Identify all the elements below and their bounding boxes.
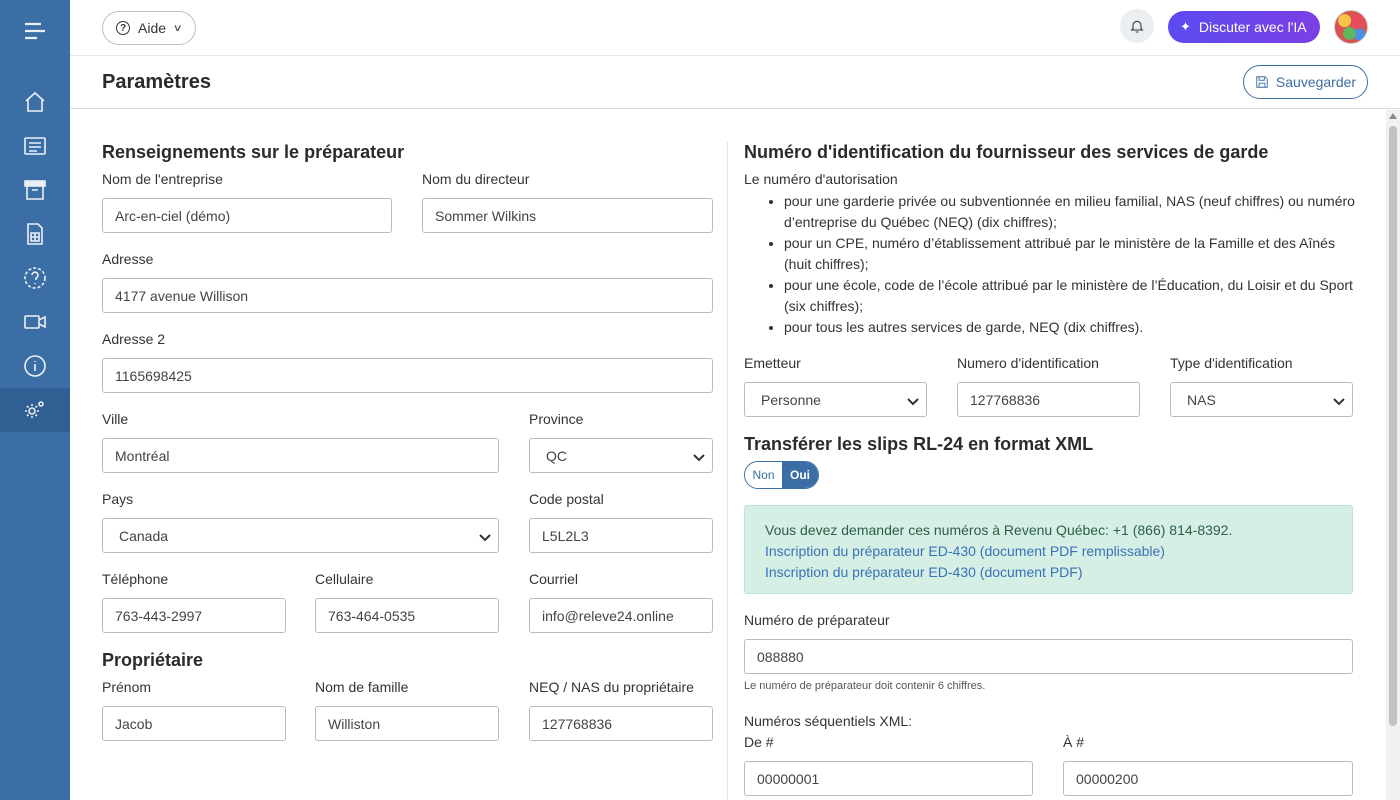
column-divider: [727, 142, 728, 800]
ai-chat-label: Discuter avec l'IA: [1198, 19, 1307, 35]
company-input[interactable]: Arc-en-ciel (démo): [102, 198, 392, 233]
chevron-down-icon: [1332, 394, 1346, 408]
firstname-input[interactable]: Jacob: [102, 706, 286, 741]
address2-input[interactable]: 1165698425: [102, 358, 713, 393]
list-item: • pour une garderie privée ou subventionnée en milieu familial, NAS (neuf chiffres) ou numéro d’entreprise du Québec (NEQ) (dix chiffres);: [784, 191, 1364, 233]
archive-icon[interactable]: [0, 168, 70, 212]
country-label: Pays: [102, 491, 134, 507]
ed430-fillable-link[interactable]: Inscription du préparateur ED-430 (document PDF remplissable): [765, 543, 1165, 559]
provider-description: [744, 171, 1364, 338]
director-input[interactable]: Sommer Wilkins: [422, 198, 713, 233]
sequential-label: Numéros séquentiels XML:: [744, 713, 913, 729]
idtype-label: Type d'identification: [1170, 355, 1293, 371]
idnum-label: Numero d'identification: [957, 355, 1099, 371]
info-icon[interactable]: [0, 344, 70, 388]
help-dropdown-button[interactable]: [102, 11, 196, 45]
idtype-select[interactable]: [1170, 382, 1353, 417]
chevron-down-icon: ∨: [172, 22, 183, 34]
help-label: Aide: [138, 20, 167, 36]
sidebar: [0, 0, 70, 800]
floppy-disk-icon: [1255, 75, 1269, 89]
chevron-down-icon: [478, 530, 492, 544]
to-label: À #: [1063, 734, 1085, 750]
menu-toggle-icon[interactable]: [0, 9, 70, 53]
page-header: [70, 57, 1400, 109]
country-select[interactable]: [102, 518, 499, 553]
preparer-heading: Renseignements sur le préparateur: [102, 142, 405, 162]
address-label: Adresse: [102, 251, 154, 267]
owner-heading: Propriétaire: [102, 650, 204, 670]
lastname-label: Nom de famille: [315, 679, 409, 695]
scrollbar-thumb[interactable]: [1389, 126, 1397, 726]
issuer-select[interactable]: [744, 382, 927, 417]
help-icon[interactable]: [0, 256, 70, 300]
vertical-scrollbar[interactable]: [1386, 110, 1400, 800]
idtype-value: NAS: [1187, 391, 1216, 408]
idnum-input[interactable]: 127768836: [957, 382, 1140, 417]
top-bar: [70, 0, 1400, 56]
postal-input[interactable]: L5L2L3: [529, 518, 713, 553]
country-value: Canada: [119, 527, 169, 544]
provider-intro: Le numéro d'autorisation: [744, 171, 898, 187]
settings-icon[interactable]: [0, 388, 70, 432]
save-label: Sauvegarder: [1275, 74, 1357, 90]
preparer-number-hint: Le numéro de préparateur doit contenir 6 chiffres.: [744, 680, 986, 692]
chevron-down-icon: [692, 450, 706, 464]
list-item: • pour un CPE, numéro d’établissement attribué par le ministère de la Famille et des Aînés (huit chiffres);: [784, 233, 1364, 275]
issuer-label: Emetteur: [744, 355, 801, 371]
avatar[interactable]: [1334, 10, 1368, 44]
preparer-number-label: Numéro de préparateur: [744, 612, 890, 628]
xml-toggle[interactable]: [744, 461, 819, 489]
list-item: • pour une école, code de l’école attribué par le ministère de l’Éducation, du Loisir et du Sport (six chiffres);: [784, 275, 1364, 317]
alert-text: Vous devez demander ces numéros à Revenu Québec: +1 (866) 814-8392.: [765, 522, 1233, 538]
notification-bell-icon[interactable]: [1120, 9, 1154, 43]
toggle-on-option[interactable]: Oui: [782, 462, 818, 488]
province-label: Province: [529, 411, 584, 427]
scroll-up-arrow-icon[interactable]: [1389, 113, 1397, 119]
video-icon[interactable]: [0, 300, 70, 344]
address2-label: Adresse 2: [102, 331, 166, 347]
from-label: De #: [744, 734, 774, 750]
email-label: Courriel: [529, 571, 579, 587]
postal-label: Code postal: [529, 491, 604, 507]
ai-chat-button[interactable]: [1168, 11, 1320, 43]
city-label: Ville: [102, 411, 129, 427]
preparer-number-input[interactable]: 088880: [744, 639, 1353, 674]
provider-heading: Numéro d'identification du fournisseur des services de garde: [744, 142, 1269, 162]
email-input[interactable]: info@releve24.online: [529, 598, 713, 633]
sparkle-icon: ✦: [1180, 19, 1191, 34]
xml-heading: Transférer les slips RL-24 en format XML: [744, 434, 1094, 454]
toggle-off-option[interactable]: Non: [745, 462, 782, 488]
phone-label: Téléphone: [102, 571, 169, 587]
question-icon: ?: [116, 21, 130, 35]
page-title: Paramètres: [102, 71, 211, 93]
provider-bullet-list: [784, 191, 1364, 338]
settings-content: [70, 110, 1386, 800]
revenue-quebec-alert: [744, 505, 1353, 594]
city-input[interactable]: Montréal: [102, 438, 499, 473]
province-select[interactable]: [529, 438, 713, 473]
list-icon[interactable]: [0, 124, 70, 168]
lastname-input[interactable]: Williston: [315, 706, 499, 741]
issuer-value: Personne: [761, 391, 821, 408]
from-input[interactable]: 00000001: [744, 761, 1033, 796]
save-button[interactable]: [1243, 65, 1368, 99]
phone-input[interactable]: 763-443-2997: [102, 598, 286, 633]
address-input[interactable]: 4177 avenue Willison: [102, 278, 713, 313]
spreadsheet-icon[interactable]: [0, 212, 70, 256]
province-value: QC: [546, 447, 567, 464]
mobile-input[interactable]: 763-464-0535: [315, 598, 499, 633]
ed430-pdf-link[interactable]: Inscription du préparateur ED-430 (document PDF): [765, 564, 1083, 580]
to-input[interactable]: 00000200: [1063, 761, 1353, 796]
director-label: Nom du directeur: [422, 171, 530, 187]
owner-neq-label: NEQ / NAS du propriétaire: [529, 679, 694, 695]
mobile-label: Cellulaire: [315, 571, 374, 587]
chevron-down-icon: [906, 394, 920, 408]
home-icon[interactable]: [0, 80, 70, 124]
firstname-label: Prénom: [102, 679, 152, 695]
company-label: Nom de l'entreprise: [102, 171, 223, 187]
owner-neq-input[interactable]: 127768836: [529, 706, 713, 741]
list-item: • pour tous les autres services de garde, NEQ (dix chiffres).: [784, 317, 1364, 338]
